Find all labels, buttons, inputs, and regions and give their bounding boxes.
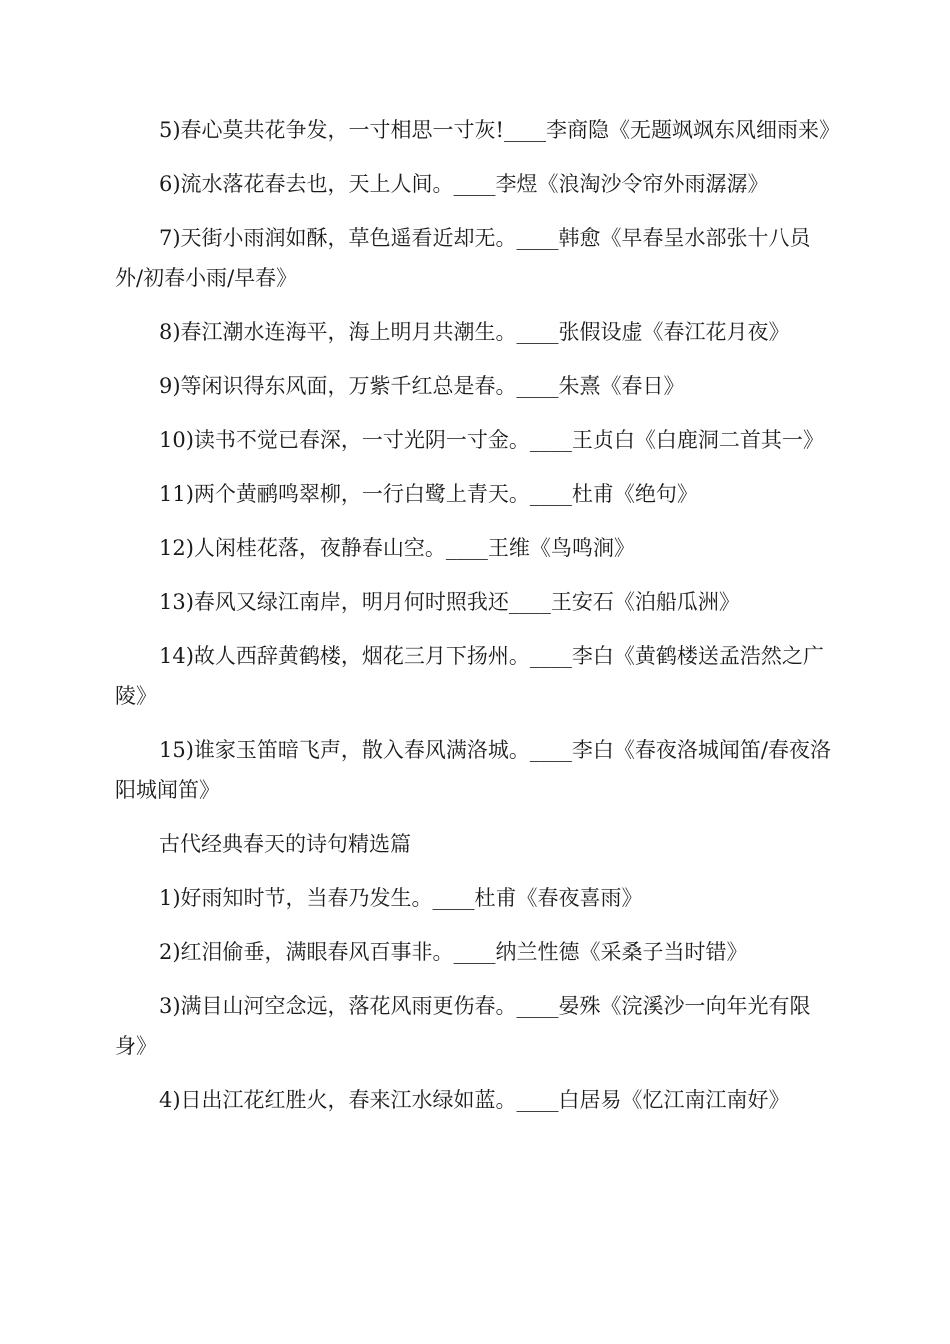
poem-line-11: 11)两个黄鹂鸣翠柳，一行白鹭上青天。____杜甫《绝句》 — [159, 482, 698, 506]
poem-line-5: 5)春心莫共花争发，一寸相思一寸灰!____李商隐《无题飒飒东风细雨来》 — [159, 118, 840, 142]
document-body — [115, 110, 840, 1134]
section-heading: 古代经典春天的诗句精选篇 — [159, 832, 411, 856]
poem-line-4: 4)日出江花红胜火，春来江水绿如蓝。____白居易《忆江南江南好》 — [159, 1088, 790, 1112]
poem-line-8: 8)春江潮水连海平，海上明月共潮生。____张假设虚《春江花月夜》 — [159, 320, 790, 344]
poem-line-7: 7)天街小雨润如酥，草色遥看近却无。____韩愈《早春呈水部张十八员外/初春小雨/早春》 — [115, 226, 811, 290]
poem-line-3: 3)满目山河空念远，落花风雨更伤春。____晏殊《浣溪沙一向年光有限身》 — [115, 994, 811, 1058]
poem-line-12: 12)人闲桂花落，夜静春山空。____王维《鸟鸣涧》 — [159, 536, 635, 560]
poem-line-14: 14)故人西辞黄鹤楼，烟花三月下扬州。____李白《黄鹤楼送孟浩然之广陵》 — [115, 644, 824, 708]
poem-line-1: 1)好雨知时节，当春乃发生。____杜甫《春夜喜雨》 — [159, 886, 643, 910]
poem-line-10: 10)读书不觉已春深，一寸光阴一寸金。____王贞白《白鹿洞二首其一》 — [159, 428, 824, 452]
poem-line-6: 6)流水落花春去也，天上人间。____李煜《浪淘沙令帘外雨潺潺》 — [159, 172, 769, 196]
poem-line-2: 2)红泪偷垂，满眼春风百事非。____纳兰性德《采桑子当时错》 — [159, 940, 748, 964]
poem-line-13: 13)春风又绿江南岸，明月何时照我还____王安石《泊船瓜洲》 — [159, 590, 740, 614]
poem-line-15: 15)谁家玉笛暗飞声，散入春风满洛城。____李白《春夜洛城闻笛/春夜洛阳城闻笛》 — [115, 738, 831, 802]
poem-line-9: 9)等闲识得东风面，万紫千红总是春。____朱熹《春日》 — [159, 374, 685, 398]
